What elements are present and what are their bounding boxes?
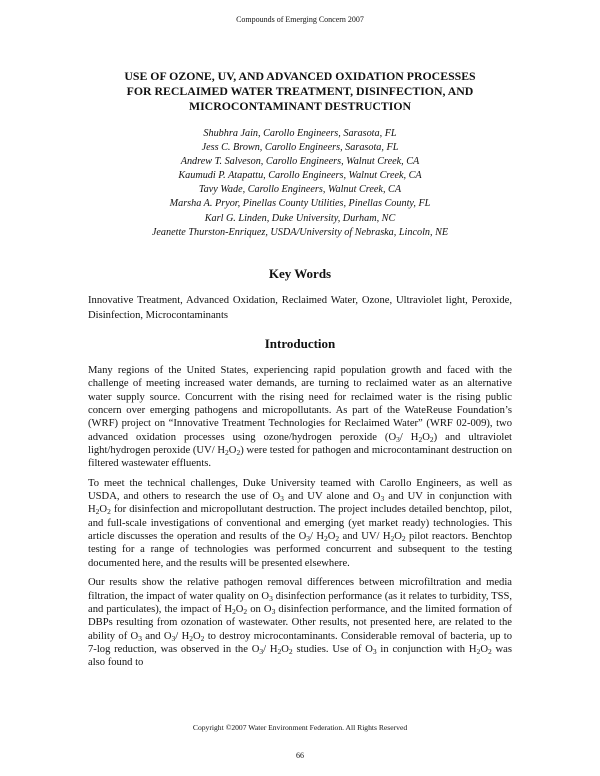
author-line: Marsha A. Pryor, Pinellas County Utilities, Pinellas County, FL [169, 198, 431, 210]
subscript: 3 [138, 633, 142, 643]
title-line: USE OF OZONE, UV, AND ADVANCED OXIDATION PROCESSES [124, 69, 476, 83]
subscript: 2 [95, 507, 100, 517]
subscript: 2 [232, 606, 236, 616]
copyright-footer: Copyright ©2007 Water Environment Federation. All Rights Reserved [192, 723, 408, 732]
subscript: 3 [306, 534, 311, 544]
author-line: Kaumudi P. Atapattu, Carollo Engineers, Walnut Creek, CA [178, 170, 422, 182]
subscript: 2 [487, 646, 492, 656]
subscript: 3 [280, 494, 284, 504]
subscript: 2 [324, 534, 328, 544]
paper-title [60, 69, 540, 114]
subscript: 3 [259, 646, 264, 656]
subscript: 2 [236, 448, 241, 458]
subscript: 2 [335, 534, 340, 544]
author-line: Jeanette Thurston-Enriquez, USDA/University of Nebraska, Lincoln, NE [151, 226, 449, 238]
subscript: 3 [372, 646, 377, 656]
subscript: 2 [189, 633, 193, 643]
author-list [40, 127, 560, 240]
subscript: 2 [401, 534, 406, 544]
author-line: Karl G. Linden, Duke University, Durham, NC [204, 212, 396, 224]
paragraph: Our results show the relative pathogen removal differences between microfiltration and media filtration, the impact of water quality on $O_3$ disinfection performance (as it relates to turbidity, TSS, and particulates), the impact of $H_2O_2$ on $O_3$ disinfection performance, and the limited formation of DBPs resulting from ozonation of wastewater. Other results, not presented here, are related to the ability of $O_3$ and $O_3/$ $H_2O_2$ to destroy microcontaminants. Considerable removal of bacteria, up to 7-log reduction, was observed in the $O_3/$ $H_2O_2$ studies. Use of $O_3$ in conjunction with $H_2O_2$ was also found to [88, 577, 513, 669]
running-head: Compounds of Emerging Concern 2007 [236, 15, 364, 24]
paragraph: To meet the technical challenges, Duke University teamed with Carollo Engineers, as well as USDA, and others to research the use of $O_3$ and UV alone and $O_3$ and UV in conjunction with $H_2O_2$ for disinfection and micropollutant destruction. The project includes detailed benchtop, pilot, and full-scale investigations of conventional and emerging (yet market ready) technologies. This article discusses the operation and results of the $O_3/$ $H_2O_2$ and UV/ $H_2O_2$ pilot reactors. Benchtop testing for a range of technologies was performed concurrent and subsequent to the testing documented here, and the results will be presented elsewhere. [88, 477, 512, 569]
subscript: 2 [429, 434, 434, 444]
subscript: 3 [271, 606, 276, 616]
subscript: 2 [390, 534, 395, 544]
subscript: 3 [396, 434, 400, 444]
keywords-text: Innovative Treatment, Advanced Oxidation, Reclaimed Water, Ozone, Ultraviolet light, Peroxide, Disinfection, Microcontaminants [88, 295, 512, 321]
subscript: 2 [200, 633, 205, 643]
introduction-heading: Introduction [264, 336, 336, 351]
page-number: 66 [296, 751, 304, 760]
subscript: 3 [269, 593, 273, 603]
subscript: 2 [418, 434, 423, 444]
author-line: Andrew T. Salveson, Carollo Engineers, Walnut Creek, CA [180, 156, 420, 168]
title-line: FOR RECLAIMED WATER TREATMENT, DISINFECTION, AND [126, 84, 474, 98]
subscript: 2 [277, 646, 282, 656]
title-line: MICROCONTAMINANT DESTRUCTION [188, 99, 412, 113]
subscript: 2 [225, 448, 229, 458]
author-line: Tavy Wade, Carollo Engineers, Walnut Creek, CA [198, 184, 402, 196]
keywords-heading: Key Words [268, 266, 332, 281]
author-line: Jess C. Brown, Carollo Engineers, Sarasota, FL [201, 142, 399, 154]
subscript: 3 [171, 633, 176, 643]
subscript: 2 [243, 606, 248, 616]
subscript: 2 [288, 646, 293, 656]
subscript: 2 [476, 646, 481, 656]
subscript: 2 [107, 507, 111, 517]
paragraph: Many regions of the United States, experiencing rapid population growth and faced with the challenge of meeting increased water demands, are turning to reclaimed water as an alternative water supply source. Concurrent with the rising need for reclaimed water is the rising public concern over emerging pathogens and micropollutants. As part of the WateReuse Foundation’s (WRF) project on “Innovative Treatment Technologies for Reclaimed Water” (WRF 02-009), two advanced oxidation processes using ozone/hydrogen peroxide ($O_3/$ $H_2O_2$) and ultraviolet light/hydrogen peroxide (UV/ $H_2O_2$) were tested for pathogen and microcontaminant destruction on filtered wastewater effluents. [88, 365, 512, 470]
introduction-body [88, 364, 512, 676]
subscript: 3 [380, 494, 385, 504]
author-line: Shubhra Jain, Carollo Engineers, Sarasota, FL [203, 128, 397, 139]
